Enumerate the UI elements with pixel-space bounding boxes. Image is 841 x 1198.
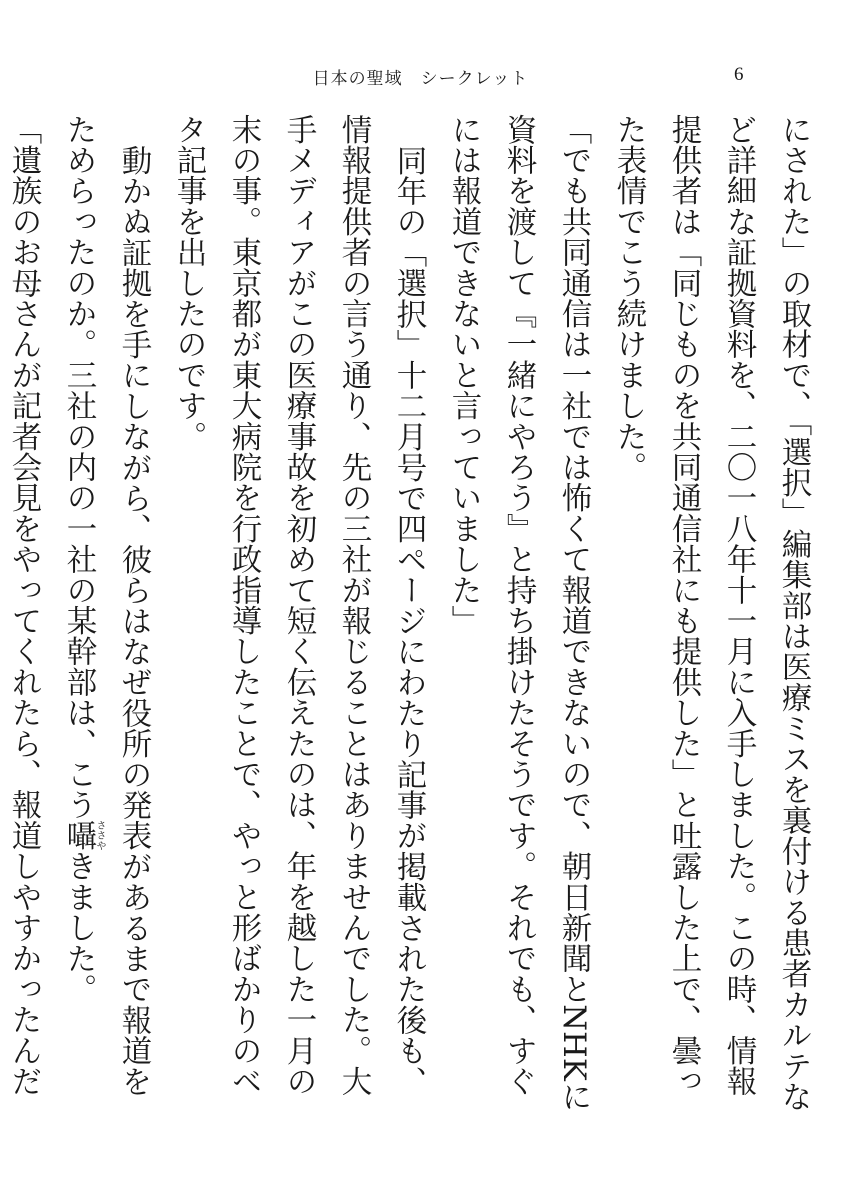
paragraph-4 — [51, 114, 161, 1114]
paragraph-5: 「遺族のお母さんが記者会見をやってくれたら、報道しやすかったんだ — [6, 114, 41, 1097]
paragraph-2: 「でも共同通信は一社では怖くて報道できないので、朝日新聞とNHKに資料を渡して『一緒にやろう』と持ち掛けたそうです。それでも、すぐには報道できないと言っていました」 — [446, 114, 591, 1112]
paragraph-4-part-b: きました。 — [61, 850, 96, 1005]
running-header: 日本の聖域 シークレット — [312, 69, 529, 89]
paragraph-1: にされた」の取材で、「選択」編集部は医療ミスを裏付ける患者カルテなど詳細な証拠資料を、二〇一八年十一月に入手しました。この時、情報提供者は「同じものを共同通信社にも提供した」と吐露した上で、曇った表情でこう続けました。 — [611, 114, 811, 1112]
ruby-sasayaku — [61, 820, 105, 851]
body-text — [6, 114, 821, 1114]
page-number: 6 — [734, 64, 744, 85]
ruby-reading: ささや — [94, 820, 105, 851]
paragraph-3: 同年の「選択」十二月号で四ページにわたり記事が掲載された後も、情報提供者の言う通り、先の三社が報じることはありませんでした。大手メディアがこの医療事故を初めて短く伝えたのは、年を越した一月の末の事。東京都が東大病院を行政指導したことで、やっと形ばかりのベタ記事を出したのです。 — [171, 114, 426, 1097]
paragraph-4-part-a: 動かぬ証拠を手にしながら、彼らはなぜ役所の発表があるまで報道をためらったのか。三社の内の一社の某幹部は、こう — [61, 114, 151, 1097]
ruby-base: 囁 — [61, 820, 96, 851]
